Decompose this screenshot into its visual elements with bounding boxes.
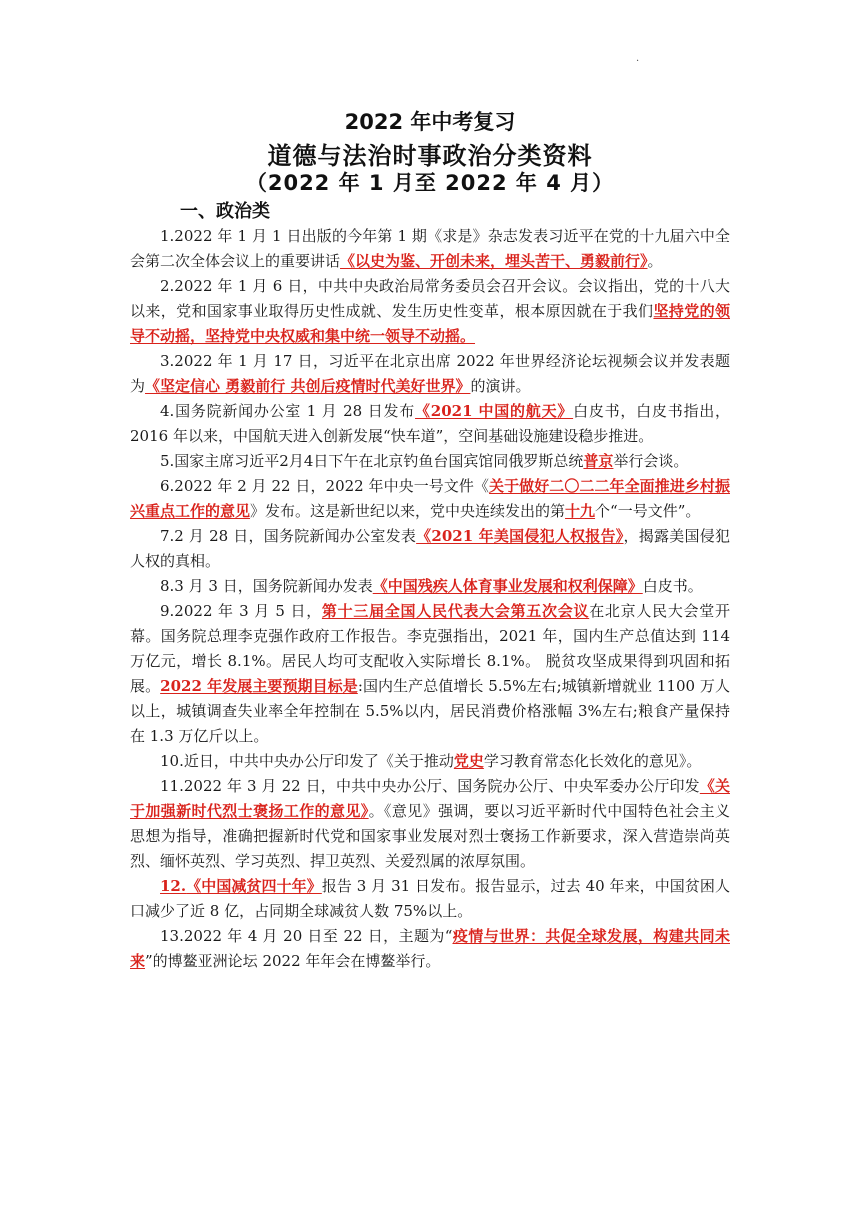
- item-text: 举行会谈。: [613, 452, 689, 470]
- item-text: 白皮书，白皮书指出，2016 年以来，中国航天进入创新发展“快车道”，空间基础设施建设稳步推进。: [130, 402, 730, 445]
- item-text: 学习教育常态化长效化的意见》。: [483, 752, 702, 770]
- item-text: 个“一号文件”。: [595, 502, 701, 520]
- item-text: 》发布。这是新世纪以来，党中央连续发出的第: [250, 502, 566, 520]
- news-item: [130, 574, 730, 599]
- news-item: [130, 874, 730, 924]
- page-mark: ·: [636, 56, 640, 67]
- item-text: 3.2022 年 1 月 17 日，习近平在北京出席 2022 年世界经济论坛视频会议并发表题为: [130, 352, 730, 395]
- highlight-text: 《2021 中国的航天》: [415, 402, 574, 420]
- highlight-text: 普京: [583, 452, 614, 470]
- item-list: [130, 224, 730, 974]
- item-text: 2.2022 年 1 月 6 日，中共中央政治局常务委员会召开会议。会议指出，党的十八大以来，党和国家事业取得历史性成就、发生历史性变革，根本原因就在于我们: [130, 277, 730, 320]
- highlight-text: 十九: [565, 502, 596, 520]
- item-text: 11.2022 年 3 月 22 日，中共中央办公厅、国务院办公厅、中央军委办公厅印发: [160, 777, 700, 795]
- item-text: ”的博鳌亚洲论坛 2022 年年会在博鳌举行。: [145, 952, 441, 970]
- item-text: 白皮书。: [642, 577, 703, 595]
- news-item: [130, 399, 730, 449]
- item-text: 。: [647, 252, 663, 270]
- item-text: 5.国家主席习近平2月4日下午在北京钓鱼台国宾馆同俄罗斯总统: [160, 452, 584, 470]
- doc-title-line-1: 2022 年中考复习: [344, 110, 516, 134]
- news-item: [130, 349, 730, 399]
- item-text: 9.2022 年 3 月 5 日，: [160, 602, 322, 620]
- item-text: 13.2022 年 4 月 20 日至 22 日，主题为“: [160, 927, 453, 945]
- news-item: [130, 274, 730, 349]
- section-heading: 一、政治类: [180, 201, 270, 222]
- highlight-text: 坚持党的领导不动摇，坚持党中央权威和集中统一领导不动摇。: [130, 302, 730, 345]
- highlight-text: 疫情与世界：共促全球发展，构建共同未来: [130, 927, 730, 970]
- news-item: [130, 924, 730, 974]
- news-item: [130, 524, 730, 574]
- item-text: :国内生产总值增长 5.5%左右;城镇新增就业 1100 万人以上，城镇调查失业率全年控制在 5.5%以内，居民消费价格涨幅 3%左右;粮食产量保持在 1.3 万亿斤以上。: [130, 677, 730, 745]
- highlight-text: 《中国减贫四十年》: [186, 877, 322, 895]
- highlight-text: 关于做好二〇二二年全面推进乡村振兴重点工作的意见: [130, 477, 730, 520]
- highlight-text: 12.: [160, 877, 187, 895]
- item-text: 7.2 月 28 日，国务院新闻办公室发表: [160, 527, 417, 545]
- item-text: 10.近日，中共中央办公厅印发了《关于推动: [160, 752, 454, 770]
- item-text: 。《意见》强调，要以习近平新时代中国特色社会主义思想为指导，准确把握新时代党和国家事业发展对烈士褒扬工作新要求，深入营造崇尚英烈、缅怀英烈、学习英烈、捍卫英烈、关爱烈属的浓厚氛围。: [130, 802, 730, 870]
- news-item: [130, 599, 730, 749]
- highlight-text: 第十三届全国人民代表大会第五次会议: [321, 602, 590, 620]
- highlight-text: 党史: [453, 752, 484, 770]
- item-text: 的演讲。: [470, 377, 531, 395]
- highlight-text: 2022 年发展主要预期目标是: [160, 677, 358, 695]
- item-text: 1.2022 年 1 月 1 日出版的今年第 1 期《求是》杂志发表习近平在党的十九届六中全会第二次全体会议上的重要讲话: [130, 227, 730, 270]
- doc-date-range: （2022 年 1 月至 2022 年 4 月）: [245, 171, 615, 195]
- item-text: 8.3 月 3 日，国务院新闻办发表: [160, 577, 373, 595]
- news-item: [130, 749, 730, 774]
- item-text: ，揭露美国侵犯人权的真相。: [130, 527, 730, 570]
- item-text: 在北京人民大会堂开幕。国务院总理李克强作政府工作报告。李克强指出，2021 年，国内生产总值达到 114 万亿元，增长 8.1%。居民人均可支配收入实际增长 8.1%。 脱贫攻坚成果得到巩固和拓展。: [130, 602, 730, 695]
- news-item: [130, 449, 730, 474]
- highlight-text: 《2021 年美国侵犯人权报告》: [416, 527, 624, 545]
- item-text: 4.国务院新闻办公室 1 月 28 日发布: [160, 402, 416, 420]
- highlight-text: 《中国残疾人体育事业发展和权利保障》: [372, 577, 643, 595]
- news-item: [130, 224, 730, 274]
- item-text: 6.2022 年 2 月 22 日，2022 年中央一号文件《: [160, 477, 490, 495]
- highlight-text: 《以史为鉴、开创未来，埋头苦干、勇毅前行》: [340, 252, 648, 270]
- news-item: [130, 474, 730, 524]
- doc-title-line-2: 道德与法治时事政治分类资料: [267, 142, 593, 170]
- item-text: 报告 3 月 31 日发布。报告显示，过去 40 年来，中国贫困人口减少了近 8 亿，占同期全球减贫人数 75%以上。: [130, 877, 730, 920]
- highlight-text: 《坚定信心 勇毅前行 共创后疫情时代美好世界》: [145, 377, 471, 395]
- news-item: [130, 774, 730, 874]
- highlight-text: 《关于加强新时代烈士褒扬工作的意见》: [130, 777, 730, 820]
